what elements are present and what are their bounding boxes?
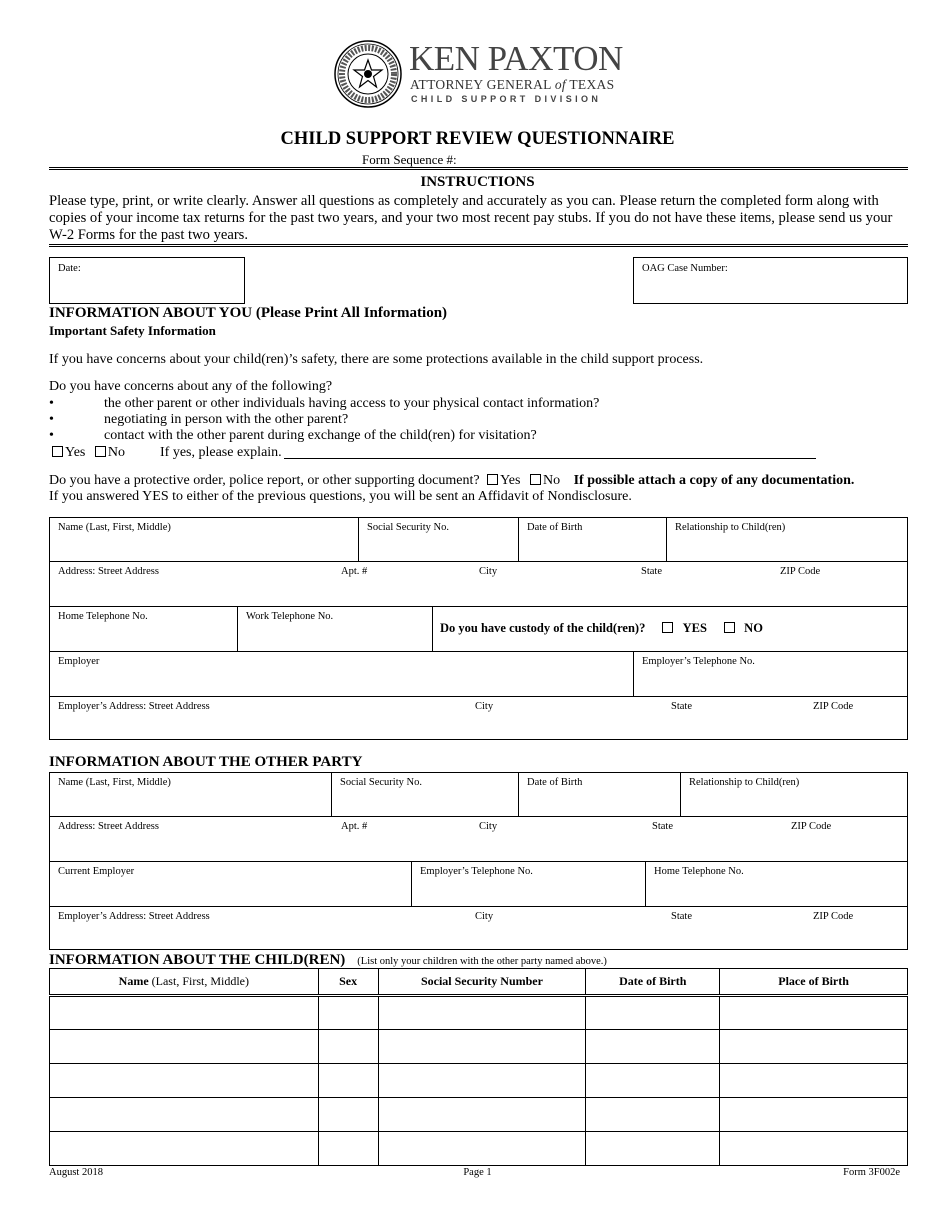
attach-note: If possible attach a copy of any documentation.: [573, 473, 855, 488]
other-emp-zip-label: ZIP Code: [813, 911, 854, 922]
form-sequence-label: Form Sequence #:: [362, 152, 457, 167]
child-dob-cell[interactable]: [586, 1064, 720, 1098]
child-pob-cell[interactable]: [720, 996, 908, 1030]
date-label: Date:: [58, 263, 81, 274]
you-name-label: Name (Last, First, Middle): [58, 522, 171, 533]
other-ssn-field[interactable]: [331, 772, 518, 816]
instructions-text: Please type, print, or write clearly. Answer all questions as completely and accurately as you can. Please return the completed form along with copies of your income tax returns for the past two years, and your two most recent pay stubs. If you do not have these items, please send us your W-2 Forms for the past two years.: [49, 193, 893, 243]
protective-yes-label: Yes: [500, 473, 521, 488]
child-ssn-cell[interactable]: [378, 1132, 586, 1166]
you-emp-city-label: City: [475, 701, 494, 712]
you-relationship-field[interactable]: [666, 517, 908, 561]
concerns-no-checkbox[interactable]: [95, 446, 106, 457]
child-name-cell[interactable]: [50, 1064, 319, 1098]
child-sex-cell[interactable]: [318, 1030, 378, 1064]
concern-item: contact with the other parent during exchange of the child(ren) for visitation?: [104, 428, 537, 443]
child-pob-cell[interactable]: [720, 1064, 908, 1098]
other-current-employer-label: Current Employer: [58, 866, 135, 877]
about-you-heading: INFORMATION ABOUT YOU (Please Print All Information): [49, 305, 448, 321]
child-sex-cell[interactable]: [318, 1098, 378, 1132]
protective-yes-checkbox[interactable]: [487, 474, 498, 485]
oag-seal: [334, 40, 402, 108]
children-heading-row: [49, 951, 607, 969]
you-city-label: City: [479, 566, 498, 577]
concerns-no-label: No: [107, 445, 125, 460]
other-employer-phone-field[interactable]: [411, 861, 645, 906]
other-state-label: State: [652, 821, 673, 832]
child-pob-cell[interactable]: [720, 1030, 908, 1064]
col-pob-header: Place of Birth: [720, 969, 908, 996]
custody-cell: [432, 606, 908, 651]
you-work-phone-label: Work Telephone No.: [246, 611, 334, 622]
other-current-employer-field[interactable]: [49, 861, 411, 906]
children-table: [49, 968, 908, 1166]
col-dob-header: Date of Birth: [586, 969, 720, 996]
header-subtitle: [410, 77, 614, 93]
child-pob-cell[interactable]: [720, 1098, 908, 1132]
you-emp-zip-label: ZIP Code: [813, 701, 854, 712]
concern-bullet: •: [49, 396, 54, 411]
you-ssn-label: Social Security No.: [367, 522, 449, 533]
child-ssn-cell[interactable]: [378, 1064, 586, 1098]
other-home-phone-field[interactable]: [645, 861, 908, 906]
you-employer-field[interactable]: [49, 651, 633, 696]
seal-icon: [334, 40, 402, 108]
you-state-label: State: [641, 566, 662, 577]
child-name-cell[interactable]: [50, 996, 319, 1030]
divider: [49, 167, 908, 170]
col-ssn-header: Social Security Number: [378, 969, 586, 996]
explain-input-line[interactable]: [284, 458, 816, 459]
child-sex-cell[interactable]: [318, 1132, 378, 1166]
children-heading: INFORMATION ABOUT THE CHILD(REN): [49, 952, 346, 968]
concern-bullet: •: [49, 412, 54, 427]
page-title: CHILD SUPPORT REVIEW QUESTIONNAIRE: [280, 129, 675, 149]
child-name-cell[interactable]: [50, 1030, 319, 1064]
you-employer-address-label: Employer’s Address: Street Address: [58, 701, 210, 712]
child-sex-cell[interactable]: [318, 1064, 378, 1098]
child-ssn-cell[interactable]: [378, 1030, 586, 1064]
other-city-label: City: [479, 821, 498, 832]
you-employer-phone-field[interactable]: [633, 651, 908, 696]
footer-date: August 2018: [49, 1167, 103, 1178]
other-apt-label: Apt. #: [341, 821, 368, 832]
oag-case-number-field[interactable]: [633, 257, 908, 304]
other-employer-phone-label: Employer’s Telephone No.: [420, 866, 533, 877]
custody-no-checkbox[interactable]: [724, 622, 735, 633]
child-ssn-cell[interactable]: [378, 1098, 586, 1132]
child-dob-cell[interactable]: [586, 1030, 720, 1064]
custody-row: [440, 621, 763, 636]
table-row: [50, 1030, 908, 1064]
custody-yes-label: YES: [682, 621, 707, 635]
safety-intro: If you have concerns about your child(ren)’s safety, there are some protections available in the child support process.: [49, 352, 704, 367]
header-subtitle-post: TEXAS: [565, 77, 615, 92]
you-emp-state-label: State: [671, 701, 692, 712]
you-dob-label: Date of Birth: [527, 522, 583, 533]
child-name-cell[interactable]: [50, 1098, 319, 1132]
header-subtitle-of: of: [554, 77, 566, 92]
other-ssn-label: Social Security No.: [340, 777, 422, 788]
header-division: CHILD SUPPORT DIVISION: [411, 94, 602, 104]
concerns-yes-label: Yes: [65, 445, 86, 460]
col-sex-header: Sex: [318, 969, 378, 996]
custody-yes-checkbox[interactable]: [662, 622, 673, 633]
custody-question: Do you have custody of the child(ren)?: [440, 621, 646, 635]
table-row: [50, 996, 908, 1030]
you-zip-label: ZIP Code: [780, 566, 821, 577]
concerns-question: Do you have concerns about any of the following?: [49, 379, 333, 394]
you-address-label: Address: Street Address: [58, 566, 159, 577]
you-home-phone-label: Home Telephone No.: [58, 611, 148, 622]
affidavit-note: If you answered YES to either of the previous questions, you will be sent an Affidavit of Nondisclosure.: [49, 489, 632, 504]
col-name-header-bold: Name: [118, 974, 149, 988]
oag-case-number-label: OAG Case Number:: [642, 263, 728, 274]
footer-form-number: Form 3F002e: [843, 1167, 900, 1178]
children-note: (List only your children with the other party named above.): [357, 956, 607, 967]
you-employer-label: Employer: [58, 656, 100, 667]
child-dob-cell[interactable]: [586, 1098, 720, 1132]
you-ssn-field[interactable]: [358, 517, 518, 561]
other-emp-city-label: City: [475, 911, 494, 922]
other-relationship-field[interactable]: [680, 772, 908, 816]
protective-no-label: No: [542, 473, 561, 488]
child-sex-cell[interactable]: [318, 996, 378, 1030]
instructions-heading: INSTRUCTIONS: [420, 174, 535, 190]
protective-row: [49, 472, 854, 489]
children-header-row: [50, 969, 908, 996]
divider: [49, 244, 908, 247]
you-name-field[interactable]: [49, 517, 358, 561]
other-address-label: Address: Street Address: [58, 821, 159, 832]
you-relationship-label: Relationship to Child(ren): [675, 522, 786, 533]
you-apt-label: Apt. #: [341, 566, 368, 577]
other-name-field[interactable]: [49, 772, 331, 816]
col-name-header-rest: (Last, First, Middle): [148, 974, 249, 988]
you-home-phone-field[interactable]: [49, 606, 237, 651]
footer-page: Page 1: [463, 1167, 492, 1178]
header-name: KEN PAXTON: [409, 39, 623, 78]
other-home-phone-label: Home Telephone No.: [654, 866, 744, 877]
custody-no-label: NO: [744, 621, 763, 635]
child-dob-cell[interactable]: [586, 996, 720, 1030]
concerns-answer-row: [52, 444, 125, 461]
other-relationship-label: Relationship to Child(ren): [689, 777, 800, 788]
other-employer-address-label: Employer’s Address: Street Address: [58, 911, 210, 922]
table-row: [50, 1132, 908, 1166]
you-address-field[interactable]: [49, 561, 908, 606]
col-name-header: [50, 969, 319, 996]
child-pob-cell[interactable]: [720, 1132, 908, 1166]
child-name-cell[interactable]: [50, 1132, 319, 1166]
other-address-field[interactable]: [49, 816, 908, 861]
child-ssn-cell[interactable]: [378, 996, 586, 1030]
concerns-yes-checkbox[interactable]: [52, 446, 63, 457]
concern-item: negotiating in person with the other parent?: [104, 412, 349, 427]
other-emp-state-label: State: [671, 911, 692, 922]
protective-question: Do you have a protective order, police report, or other supporting document?: [49, 473, 480, 488]
protective-no-checkbox[interactable]: [530, 474, 541, 485]
you-work-phone-field[interactable]: [237, 606, 432, 651]
concern-item: the other parent or other individuals having access to your physical contact information?: [104, 396, 600, 411]
header-subtitle-pre: ATTORNEY GENERAL: [410, 77, 555, 92]
you-dob-field[interactable]: [518, 517, 666, 561]
table-row: [50, 1098, 908, 1132]
other-dob-field[interactable]: [518, 772, 680, 816]
other-party-heading: INFORMATION ABOUT THE OTHER PARTY: [49, 754, 363, 770]
concern-bullet: •: [49, 428, 54, 443]
child-dob-cell[interactable]: [586, 1132, 720, 1166]
you-employer-address-field[interactable]: [49, 696, 908, 740]
other-dob-label: Date of Birth: [527, 777, 583, 788]
you-employer-phone-label: Employer’s Telephone No.: [642, 656, 755, 667]
other-zip-label: ZIP Code: [791, 821, 832, 832]
table-row: [50, 1064, 908, 1098]
other-employer-address-field[interactable]: [49, 906, 908, 950]
date-field[interactable]: [49, 257, 245, 304]
safety-heading: Important Safety Information: [49, 323, 216, 338]
explain-label: If yes, please explain.: [160, 445, 282, 460]
other-name-label: Name (Last, First, Middle): [58, 777, 171, 788]
